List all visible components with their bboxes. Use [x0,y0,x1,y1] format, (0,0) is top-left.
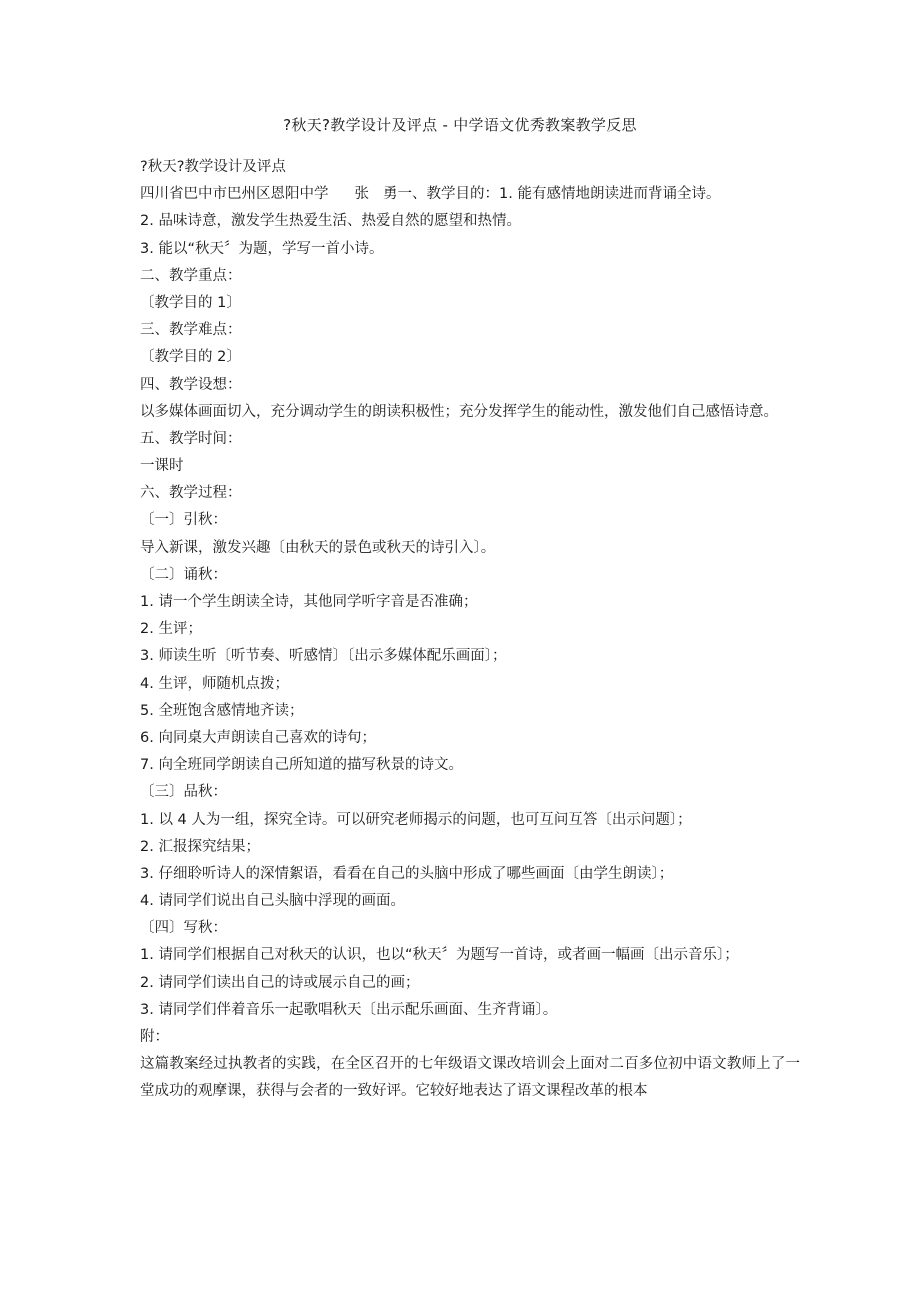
list-item-write-poem: 1. 请同学们根据自己对秋天的认识，也以“秋天〞为题写一首诗，或者画一幅画〔出示音乐〕； [140,947,739,964]
list-item: 2. 生评； [140,621,202,638]
paragraph-teaching-idea: 以多媒体画面切入，充分调动学生的朗读积极性；充分发挥学生的能动性，激发他们自己感悟诗意。 [140,403,778,420]
list-item: 4. 请同学们说出自己头脑中浮现的画面。 [140,893,405,910]
author-surname: 张 [354,186,369,203]
section-heading: 三、教学难点： [140,322,242,339]
section-heading: 六、教学过程： [140,485,242,502]
subsection-heading: 〔二〕诵秋： [140,566,227,583]
text-line: 2. 品味诗意，激发学生热爱生活、热爱自然的愿望和热情。 [140,213,521,230]
text-line: 一课时 [140,458,184,475]
text-line: 3. 能以“秋天〞为题，学写一首小诗。 [140,240,384,257]
paragraph-appendix: 这篇教案经过执教者的实践，在全区召开的七年级语文课改培训会上面对二百多位初中语文教师上了一堂成功的观摩课，获得与会者的一致好评。它较好地表达了语文课程改革的根本 [140,1056,800,1100]
list-item: 7. 向全班同学朗读自己所知道的描写秋景的诗文。 [140,757,463,774]
document-title: ?秋天?教学设计及评点 - 中学语文优秀教案教学反思 [283,116,637,134]
subsection-heading: 〔四〕写秋： [140,920,227,937]
list-item: 1. 请一个学生朗读全诗，其他同学听字音是否准确； [140,594,478,611]
section-heading: 二、教学重点： [140,267,242,284]
subsection-heading: 〔三〕品秋： [140,784,227,801]
text-line: 〔教学目的 1〕 [140,294,241,311]
list-item: 6. 向同桌大声朗读自己喜欢的诗句； [140,729,376,746]
section-heading: 四、教学设想： [140,376,242,393]
document-subtitle: ?秋天?教学设计及评点 [140,159,286,175]
list-item: 5. 全班饱含感情地齐读； [140,702,304,719]
author-line [140,181,800,208]
subsection-heading: 〔一〕引秋： [140,512,227,529]
text-line: 导入新课，激发兴趣〔由秋天的景色或秋天的诗引入〕。 [140,539,496,556]
author-given-name-and-objective: 勇一、教学目的：1. 能有感情地朗读进而背诵全诗。 [383,186,721,203]
section-heading: 五、教学时间： [140,430,242,447]
text-line: 〔教学目的 2〕 [140,349,241,366]
author-school: 四川省巴中市巴州区恩阳中学 [140,186,329,203]
list-item: 3. 师读生听〔听节奏、听感情〕〔出示多媒体配乐画面〕； [140,648,507,665]
appendix-heading: 附： [140,1029,169,1046]
document-body [140,154,800,1106]
list-item: 2. 请同学们读出自己的诗或展示自己的画； [140,974,420,991]
list-item: 2. 汇报探究结果； [140,838,260,855]
list-item: 3. 请同学们伴着音乐一起歌唱秋天〔出示配乐画面、生齐背诵〕。 [140,1001,558,1018]
list-item: 4. 生评，师随机点拨； [140,675,289,692]
list-item: 3. 仔细聆听诗人的深情絮语，看看在自己的头脑中形成了哪些画面〔由学生朗读〕； [140,865,674,882]
list-item: 1. 以 4 人为一组，探究全诗。可以研究老师揭示的问题，也可互问互答〔出示问题〕； [140,811,692,828]
